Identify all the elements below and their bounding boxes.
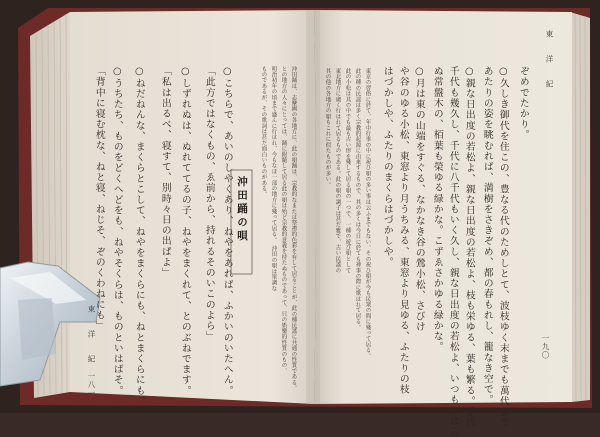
left-verse-1: ○こちらで、あいのしやくあり、ねやをあれば、ふかいのいたへん。 <box>221 66 233 396</box>
right-page <box>314 10 572 404</box>
left-note-4: ものであるが、その歌詞は甚だ面白いものがある。 <box>260 66 267 198</box>
left-note-2: との地方の人々にとっては、踊に附隨して居る此の唄は殆ど宗教的意義を持たぬものであって、只の娯樂的性質のもの、 <box>280 66 287 374</box>
right-note-3: 此の小松は其の中でも最も古い形を殘して居る唄の一つで、一種の遊び唄として <box>344 68 351 274</box>
right-verse-6: ○月は東の山端をすぐる、なかなき谷の鶯小松、さびけ <box>413 66 425 333</box>
right-note-5: 其の他の各地方の唄もこれに似たものが多い。 <box>324 68 331 188</box>
right-opening-line: ぞめでたかり。 <box>517 66 529 141</box>
gutter-shadow <box>306 10 320 404</box>
song-title: 沖田踊の唄 <box>236 176 248 244</box>
left-verse-2: 「此方ではなくもの、ゑ前から、持れるそのいこのよら」 <box>203 66 215 342</box>
left-verse-7: 「背中に寝む枕な、ねと寝、ねじそ、ぞのくわねにも」 <box>93 66 105 331</box>
left-page-number: 一八一 <box>87 372 96 398</box>
left-verse-3: ○しずれぬは、ぬれててるの子、ねやをまくれて、とのぶねでます。 <box>179 66 191 396</box>
right-verse-8: はづかしや、ふたりのまくらはづかしや。 <box>381 66 393 268</box>
left-verse-5: ○ねだねんな、まくらとこして、ねやをまくらにも、ねとまくらにも、 <box>133 66 145 407</box>
right-verse-1: ○久しき御代を住この、豊なる代のためしとて、波枝ゆく末までも萬代まで <box>497 66 509 428</box>
right-note-1: 東京の習俗に於て、年中行事の中に祝ひ唄の多い事は云ふまでもない。その祝ひ唄が今も民衆の間に殘って居る。 <box>364 68 371 359</box>
right-verse-5: ぬ常盤木の、栢葉も榮ゆる緑かな。こずゑさかゆる緑かな。 <box>431 66 443 353</box>
right-note-2: 此の種の民謡は多く宗教的起源に由來するもので、其の多くは今日に於ても神事の際に歌はれて居る。 <box>354 68 361 331</box>
right-verse-2: あたりの姿を眺むれば、満樹をさきぞめ、都の春もれし、籠なき空で。 <box>481 66 493 406</box>
right-page-number: 一九〇 <box>541 334 550 360</box>
right-verse-3: ○親な日出度の若松よ、親な日出度の若松よ、枝も栄ゆる、葉も繁る。千代 <box>463 66 475 428</box>
right-page-header: 東 洋 紀 <box>545 30 554 93</box>
left-verse-6: ○うちたち、ものをどくへどをも、ねやそくらは、ものといはばそ。 <box>111 66 123 396</box>
left-verse-4: 「私は出るべ、寝すて、別時々日の出ぱよ」 <box>159 66 171 278</box>
left-page-header: 東 洋 紀 <box>87 305 96 368</box>
left-note-1: 沖田踊は、志摩國の各地方に、此の唄踊は、宗教的なまたは祭禮的色彩を有して居ることが、此の種民謠に共通の性質である。 <box>290 66 297 391</box>
right-verse-7: や谷のゆる小松、東窓より月うちみる、東窓より見ゆる、ふたりの枝 <box>397 66 409 395</box>
left-note-3: 明治初年の頃まで盛んに行はれ、今もなほ一部の地方に殘って居る。 沖田の唄は單調な <box>270 66 277 292</box>
right-note-4: 東北地方に廣く行はれて居るものである。此の唄の調子は甚だ雅で、古い民謠の <box>334 68 341 274</box>
right-verse-4: 千代も幾久し、千代に八千代もいく久し、親な日出度の若松よ、いつもかはら <box>447 66 459 437</box>
